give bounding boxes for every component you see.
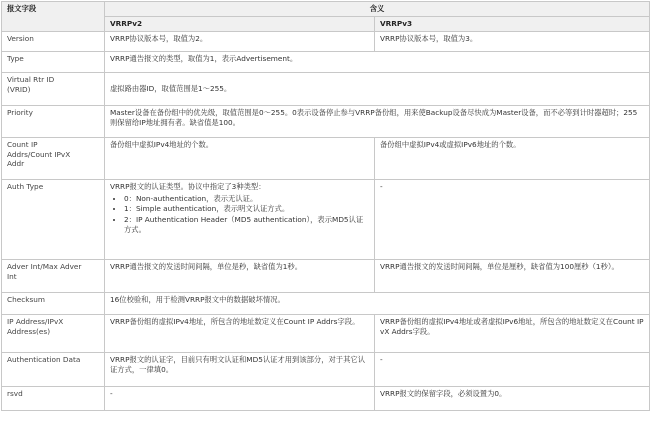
header-vrrpv2: VRRPv2 — [105, 16, 375, 31]
table-row — [2, 179, 650, 259]
header-meaning: 含义 — [105, 2, 650, 17]
table-row — [2, 259, 650, 292]
shared-cell: Master设备在备份组中的优先级，取值范围是0～255。0表示设备停止参与VRRP备份组，用来使Backup设备尽快成为Master设备，而不必等到计时器超时；255则保留给IP地址拥有者。缺省值是100。 — [105, 105, 650, 137]
vrrp-field-table-container — [1, 1, 649, 432]
field-name: Checksum — [2, 292, 105, 314]
v2-cell: 备份组中虚拟IPv4地址的个数。 — [105, 137, 375, 179]
shared-cell: 16位校验和，用于检测VRRP报文中的数据破坏情况。 — [105, 292, 650, 314]
field-name: Priority — [2, 105, 105, 137]
table-row — [2, 51, 650, 72]
table-row — [2, 386, 650, 410]
vrrp-field-table — [1, 1, 650, 411]
table-row — [2, 314, 650, 352]
v3-cell: VRRP协议版本号，取值为3。 — [375, 31, 650, 51]
v2-cell — [105, 179, 375, 259]
field-name: Version — [2, 31, 105, 51]
v2-cell: VRRP报文的认证字，目前只有明文认证和MD5认证才用到该部分，对于其它认证方式，一律填0。 — [105, 352, 375, 386]
table-row — [2, 72, 650, 105]
v3-cell: VRRP报文的保留字段，必须设置为0。 — [375, 386, 650, 410]
v3-cell: VRRP通告报文的发送时间间隔，单位是厘秒，缺省值为100厘秒（1秒）。 — [375, 259, 650, 292]
v3-cell: 备份组中虚拟IPv4或虚拟IPv6地址的个数。 — [375, 137, 650, 179]
field-name: Type — [2, 51, 105, 72]
field-name: IP Address/IPvX Address(es) — [2, 314, 105, 352]
header-vrrpv3: VRRPv3 — [375, 16, 650, 31]
field-name: Adver Int/Max Adver Int — [2, 259, 105, 292]
list-item: • 0：Non-authentication，表示无认证。 — [124, 194, 369, 204]
header-field: 报文字段 — [2, 2, 105, 32]
field-name: rsvd — [2, 386, 105, 410]
v3-cell: - — [375, 352, 650, 386]
list-item: • 2：IP Authentication Header（MD5 authentication），表示MD5认证方式。 — [124, 215, 369, 235]
field-name: Authentication Data — [2, 352, 105, 386]
table-row — [2, 352, 650, 386]
v2-cell: VRRP协议版本号，取值为2。 — [105, 31, 375, 51]
shared-cell: 虚拟路由器ID，取值范围是1～255。 — [105, 72, 650, 105]
table-row — [2, 105, 650, 137]
v2-cell: - — [105, 386, 375, 410]
v2-cell: VRRP通告报文的发送时间间隔，单位是秒，缺省值为1秒。 — [105, 259, 375, 292]
field-name: Count IP Addrs/Count IPvX Addr — [2, 137, 105, 179]
list-item: • 1：Simple authentication，表示明文认证方式。 — [124, 204, 369, 214]
auth-type-intro: VRRP报文的认证类型。协议中指定了3种类型： — [110, 181, 266, 191]
field-name: Virtual Rtr ID (VRID) — [2, 72, 105, 105]
v2-cell: VRRP备份组的虚拟IPv4地址，所包含的地址数定义在Count IP Addrs字段。 — [105, 314, 375, 352]
table-row — [2, 137, 650, 179]
table-row — [2, 31, 650, 51]
field-name: Auth Type — [2, 179, 105, 259]
shared-cell: VRRP通告报文的类型，取值为1，表示Advertisement。 — [105, 51, 650, 72]
v3-cell: - — [375, 179, 650, 259]
table-row — [2, 292, 650, 314]
v3-cell: VRRP备份组的虚拟IPv4地址或者虚拟IPv6地址，所包含的地址数定义在Count IPvX Addrs字段。 — [375, 314, 650, 352]
auth-type-list — [110, 194, 369, 235]
